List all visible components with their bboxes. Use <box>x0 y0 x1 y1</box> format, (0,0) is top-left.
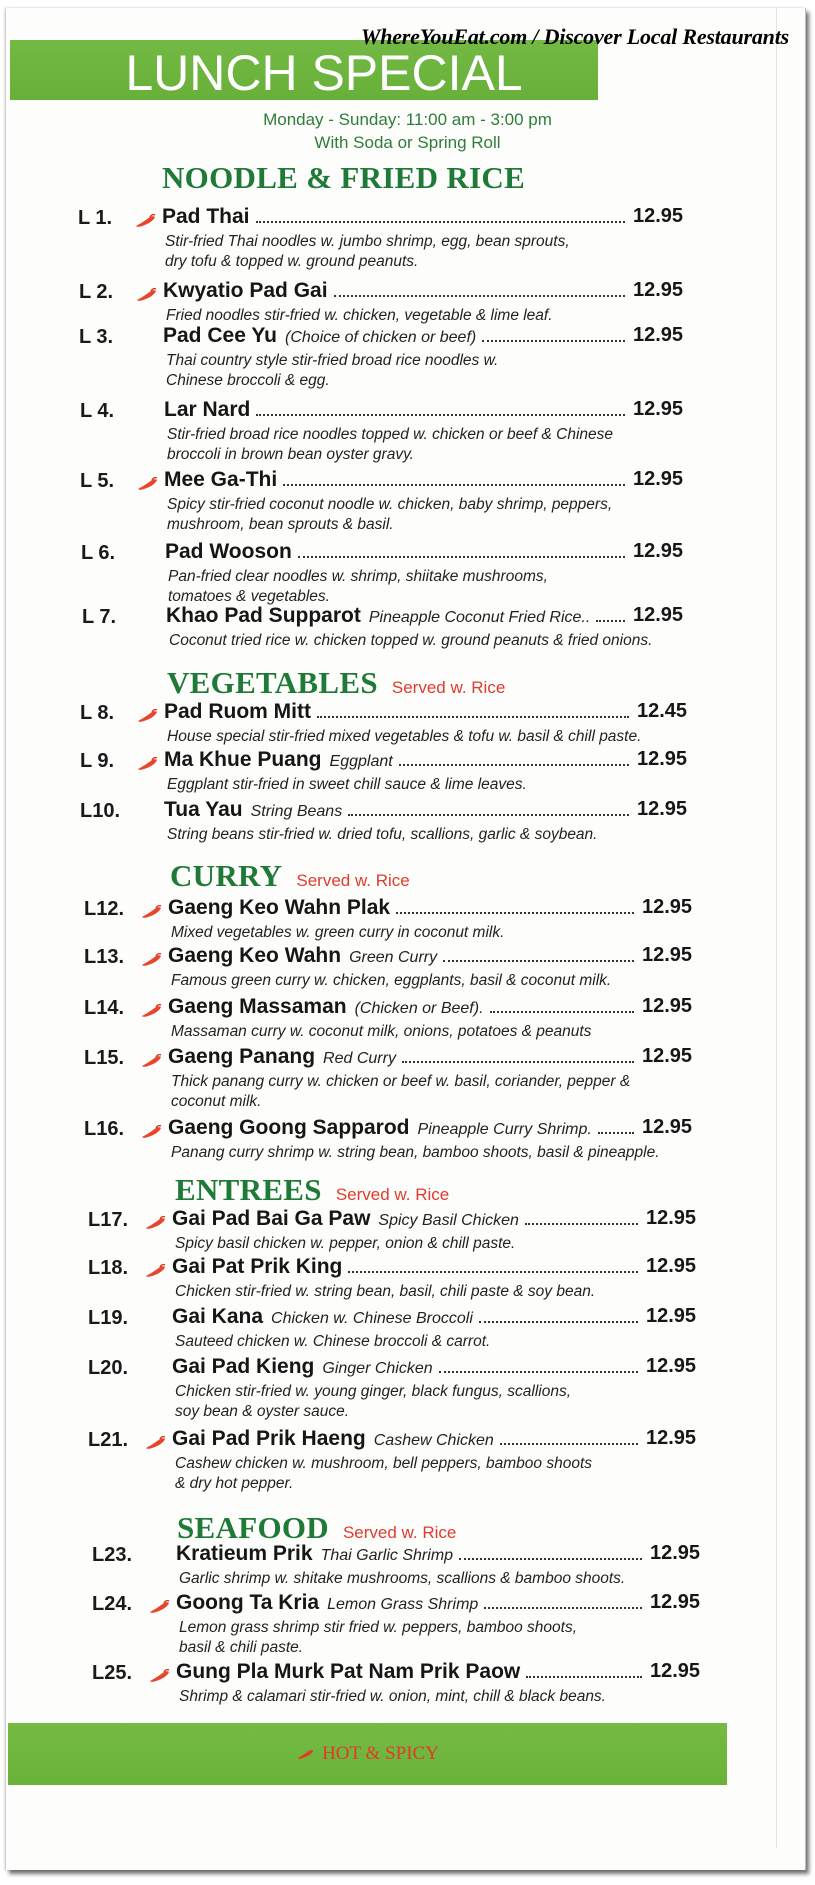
chili-pepper-icon <box>136 757 158 771</box>
section-subtitle: Served w. Rice <box>342 1523 457 1542</box>
chili-pepper-icon <box>296 1747 314 1761</box>
item-code: L19. <box>88 1307 129 1329</box>
item-description: Chicken stir-fried w. young ginger, black fungus, scallions, <box>175 1383 572 1400</box>
item-name-line <box>168 1045 638 1069</box>
item-code: L12. <box>84 898 125 920</box>
dot-leader <box>396 912 634 914</box>
item-name: Mee Ga-Thi <box>164 468 278 491</box>
item-name-line <box>164 748 633 772</box>
item-price: 12.45 <box>637 700 688 722</box>
dot-leader <box>402 1061 634 1063</box>
item-code: L15. <box>84 1047 125 1069</box>
item-name: Khao Pad Supparot <box>166 604 361 627</box>
item-code: L 8. <box>80 702 115 724</box>
dot-leader <box>598 1132 634 1134</box>
dot-leader <box>479 1321 638 1323</box>
item-name-line <box>172 1427 642 1451</box>
page-title: LUNCH SPECIAL <box>125 45 523 101</box>
item-code: L 6. <box>81 542 116 564</box>
dot-leader <box>317 716 629 718</box>
item-price: 12.95 <box>650 1542 701 1564</box>
item-description: Spicy basil chicken w. pepper, onion & chill paste. <box>175 1235 516 1252</box>
dot-leader <box>526 1676 642 1678</box>
item-name: Gai Kana <box>172 1305 264 1328</box>
fold-line <box>776 8 777 1848</box>
item-name: Ma Khue Puang <box>164 748 322 771</box>
section-header <box>170 858 410 894</box>
item-price: 12.95 <box>642 896 693 918</box>
chili-pepper-icon <box>140 1004 162 1018</box>
item-price: 12.95 <box>650 1660 701 1682</box>
item-description: Coconut tried rice w. chicken topped w. ground peanuts & fried onions. <box>169 632 653 649</box>
item-code: L13. <box>84 946 125 968</box>
dot-leader <box>348 1271 638 1273</box>
item-name: Lar Nard <box>164 398 251 421</box>
item-name: Gai Pat Prik King <box>172 1255 343 1278</box>
item-name-line <box>172 1305 642 1329</box>
item-name: Goong Ta Kria <box>176 1591 320 1614</box>
dot-leader <box>298 556 625 558</box>
item-description: Shrimp & calamari stir-fried w. onion, mint, chill & black beans. <box>179 1688 606 1705</box>
item-description: Sauteed chicken w. Chinese broccoli & carrot. <box>175 1333 491 1350</box>
chili-pepper-icon <box>148 1669 170 1683</box>
item-name-line <box>164 468 629 492</box>
item-description: House special stir-fried mixed vegetables & tofu w. basil & chill paste. <box>167 728 642 745</box>
item-name-line <box>164 700 633 724</box>
item-price: 12.95 <box>642 995 693 1017</box>
chili-pepper-icon <box>134 214 156 228</box>
item-note: Pineapple Curry Shrimp. <box>417 1121 592 1138</box>
item-description: Chicken stir-fried w. string bean, basil, chili paste & soy bean. <box>175 1283 596 1300</box>
item-note: String Beans <box>250 803 343 820</box>
item-description: Massaman curry w. coconut milk, onions, potatoes & peanuts <box>171 1023 592 1040</box>
item-description: broccoli in brown bean oyster gravy. <box>167 446 414 463</box>
dot-leader <box>500 1443 638 1445</box>
hours-text: Monday - Sunday: 11:00 am - 3:00 pm <box>263 110 552 129</box>
dot-leader <box>596 620 625 622</box>
section-header <box>177 1510 456 1546</box>
section-subtitle: Served w. Rice <box>296 871 410 890</box>
dot-leader <box>443 960 634 962</box>
item-description: dry tofu & topped w. ground peanuts. <box>165 253 419 270</box>
item-note: Ginger Chicken <box>322 1360 433 1377</box>
item-name: Gung Pla Murk Pat Nam Prik Paow <box>176 1660 521 1683</box>
item-description: soy bean & oyster sauce. <box>175 1403 350 1420</box>
item-name-line <box>168 944 638 968</box>
item-price: 12.95 <box>646 1207 697 1229</box>
item-price: 12.95 <box>633 468 684 490</box>
item-note: Cashew Chicken <box>373 1432 494 1449</box>
item-name-line <box>163 324 629 348</box>
item-description: String beans stir-fried w. dried tofu, scallions, garlic & soybean. <box>167 826 598 843</box>
dot-leader <box>484 1607 642 1609</box>
chili-pepper-icon <box>136 709 158 723</box>
item-note: Lemon Grass Shrimp <box>327 1596 479 1613</box>
dot-leader <box>334 295 625 297</box>
dot-leader <box>399 764 629 766</box>
item-description: Fried noodles stir-fried w. chicken, vegetable & lime leaf. <box>166 307 553 324</box>
item-name: Gaeng Panang <box>168 1045 316 1068</box>
item-description: Pan-fried clear noodles w. shrimp, shiitake mushrooms, <box>168 568 548 585</box>
item-price: 12.95 <box>642 1045 693 1067</box>
item-code: L 3. <box>79 326 114 348</box>
dot-leader <box>459 1558 642 1560</box>
item-code: L25. <box>92 1662 133 1684</box>
dot-leader <box>348 814 629 816</box>
item-name-line <box>162 205 629 229</box>
section-subtitle: Served w. Rice <box>335 1185 450 1204</box>
item-name-line <box>164 398 629 422</box>
item-name: Kwyatio Pad Gai <box>163 279 328 302</box>
legend-banner <box>8 1723 727 1785</box>
item-description: Cashew chicken w. mushroom, bell peppers, bamboo shoots <box>175 1455 592 1472</box>
chili-pepper-icon <box>140 953 162 967</box>
item-name: Kratieum Prik <box>176 1542 313 1565</box>
item-name: Pad Ruom Mitt <box>164 700 311 723</box>
item-description: Stir-fried broad rice noodles topped w. chicken or beef & Chinese <box>167 426 614 443</box>
item-name-line <box>172 1355 642 1379</box>
dot-leader <box>490 1011 634 1013</box>
item-price: 12.95 <box>633 324 684 346</box>
dot-leader <box>256 221 625 223</box>
chili-pepper-icon <box>135 288 157 302</box>
item-code: L23. <box>92 1544 133 1566</box>
item-code: L 9. <box>80 750 115 772</box>
section-header <box>175 1172 449 1208</box>
item-note: Thai Garlic Shrimp <box>320 1547 454 1564</box>
dot-leader <box>525 1223 638 1225</box>
section-title: ENTREES <box>175 1172 322 1207</box>
chili-pepper-icon <box>140 1125 162 1139</box>
item-code: L10. <box>80 800 121 822</box>
item-name-line <box>176 1542 646 1566</box>
item-name: Gaeng Massaman <box>168 995 347 1018</box>
site-watermark: WhereYouEat.com / Discover Local Restaurants <box>360 24 789 49</box>
item-code: L17. <box>88 1209 129 1231</box>
item-name: Pad Cee Yu <box>163 324 278 347</box>
dot-leader <box>256 414 625 416</box>
legend-label: HOT & SPICY <box>322 1743 439 1764</box>
chili-pepper-icon <box>144 1264 166 1278</box>
item-name: Gai Pad Prik Haeng <box>172 1427 366 1450</box>
item-description: Garlic shrimp w. shitake mushrooms, scallions & bamboo shoots. <box>179 1570 626 1587</box>
item-code: L 5. <box>80 470 115 492</box>
item-name-line <box>172 1255 642 1279</box>
item-note: Pineapple Coconut Fried Rice.. <box>368 609 591 626</box>
chili-pepper-icon <box>140 905 162 919</box>
item-code: L 4. <box>80 400 115 422</box>
item-price: 12.95 <box>637 748 688 770</box>
item-name-line <box>168 995 638 1019</box>
item-note: Green Curry <box>349 949 438 966</box>
includes-text: With Soda or Spring Roll <box>314 133 501 152</box>
chili-pepper-icon <box>148 1600 170 1614</box>
item-name-line <box>176 1660 646 1684</box>
item-name: Gai Pad Bai Ga Paw <box>172 1207 371 1230</box>
item-price: 12.95 <box>646 1305 697 1327</box>
item-price: 12.95 <box>646 1427 697 1449</box>
item-note: Chicken w. Chinese Broccoli <box>271 1310 473 1327</box>
item-description: Panang curry shrimp w. string bean, bamboo shoots, basil & pineapple. <box>171 1144 660 1161</box>
item-description: mushroom, bean sprouts & basil. <box>167 516 394 533</box>
item-price: 12.95 <box>642 1116 693 1138</box>
item-price: 12.95 <box>646 1355 697 1377</box>
chili-pepper-icon <box>144 1216 166 1230</box>
item-code: L16. <box>84 1118 125 1140</box>
item-name-line <box>168 896 638 920</box>
item-code: L 7. <box>82 606 117 628</box>
item-note: (Choice of chicken or beef) <box>285 329 477 346</box>
item-code: L24. <box>92 1593 133 1615</box>
hours-block <box>0 108 815 154</box>
item-note: (Chicken or Beef). <box>354 1000 484 1017</box>
chili-pepper-icon <box>140 1054 162 1068</box>
item-name-line <box>163 279 629 303</box>
item-description: coconut milk. <box>171 1093 262 1110</box>
item-code: L 1. <box>78 207 113 229</box>
item-description: Mixed vegetables w. green curry in coconut milk. <box>171 924 505 941</box>
dot-leader <box>482 340 625 342</box>
item-code: L20. <box>88 1357 129 1379</box>
section-title: VEGETABLES <box>167 665 378 700</box>
item-name: Tua Yau <box>164 798 243 821</box>
item-code: L 2. <box>79 281 114 303</box>
item-price: 12.95 <box>650 1591 701 1613</box>
item-name-line <box>168 1116 638 1140</box>
section-title: NOODLE & FRIED RICE <box>162 160 526 195</box>
item-code: L21. <box>88 1429 129 1451</box>
section-title: SEAFOOD <box>177 1510 329 1545</box>
item-name: Pad Wooson <box>165 540 292 563</box>
item-description: Lemon grass shrimp stir fried w. peppers, bamboo shoots, <box>179 1619 578 1636</box>
item-note: Spicy Basil Chicken <box>378 1212 519 1229</box>
item-name-line <box>165 540 629 564</box>
item-description: Famous green curry w. chicken, eggplants, basil & coconut milk. <box>171 972 612 989</box>
item-code: L14. <box>84 997 125 1019</box>
item-description: Stir-fried Thai noodles w. jumbo shrimp, egg, bean sprouts, <box>165 233 570 250</box>
item-note: Eggplant <box>329 753 393 770</box>
item-description: tomatoes & vegetables. <box>168 588 330 605</box>
item-name: Gaeng Keo Wahn Plak <box>168 896 391 919</box>
chili-pepper-icon <box>136 477 158 491</box>
item-description: basil & chili paste. <box>179 1639 304 1656</box>
item-code: L18. <box>88 1257 129 1279</box>
item-name-line <box>176 1591 646 1615</box>
item-price: 12.95 <box>646 1255 697 1277</box>
item-price: 12.95 <box>633 604 684 626</box>
item-price: 12.95 <box>637 798 688 820</box>
item-description: Eggplant stir-fried in sweet chill sauce & lime leaves. <box>167 776 527 793</box>
item-description: & dry hot pepper. <box>175 1475 294 1492</box>
item-price: 12.95 <box>633 279 684 301</box>
section-title: CURRY <box>170 858 283 893</box>
item-description: Chinese broccoli & egg. <box>166 372 330 389</box>
item-price: 12.95 <box>642 944 693 966</box>
item-price: 12.95 <box>633 540 684 562</box>
item-name-line <box>166 604 629 628</box>
section-header <box>162 160 539 196</box>
item-name-line <box>172 1207 642 1231</box>
item-name: Gaeng Keo Wahn <box>168 944 342 967</box>
item-price: 12.95 <box>633 205 684 227</box>
item-name: Gaeng Goong Sapparod <box>168 1116 410 1139</box>
item-price: 12.95 <box>633 398 684 420</box>
item-description: Spicy stir-fried coconut noodle w. chicken, baby shrimp, peppers, <box>167 496 613 513</box>
item-note: Red Curry <box>323 1050 396 1067</box>
dot-leader <box>283 484 625 486</box>
item-description: Thick panang curry w. chicken or beef w. basil, coriander, pepper & <box>171 1073 631 1090</box>
item-name: Pad Thai <box>162 205 250 228</box>
item-name: Gai Pad Kieng <box>172 1355 315 1378</box>
item-description: Thai country style stir-fried broad rice noodles w. <box>166 352 499 369</box>
dot-leader <box>439 1371 638 1373</box>
section-header <box>167 665 505 701</box>
chili-pepper-icon <box>144 1436 166 1450</box>
section-subtitle: Served w. Rice <box>391 678 506 697</box>
item-name-line <box>164 798 633 822</box>
